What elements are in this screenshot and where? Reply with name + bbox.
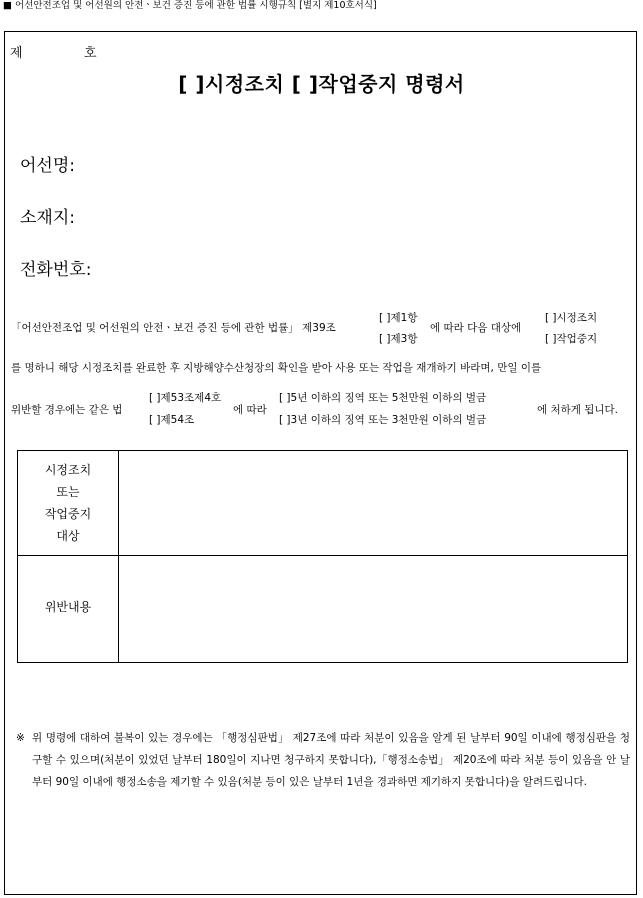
body-line1-b: 에 따라 다음 대상에 xyxy=(430,322,522,334)
page-title: [ ]시정조치 [ ]작업중지 명령서 xyxy=(178,72,465,96)
body-line3-b: 에 따라 xyxy=(233,404,267,416)
body-line1-a: 「어선안전조업 및 어선원의 안전ㆍ보건 증진 등에 관한 법률」 제39조 xyxy=(11,322,336,334)
body-line3-a: 위반할 경우에는 같은 법 xyxy=(11,404,123,416)
violation-label: 위반내용 xyxy=(44,600,92,614)
target-label-line: 작업중지 xyxy=(44,507,92,521)
option-stop[interactable]: [ ]작업중지 xyxy=(545,333,598,345)
option-corrective[interactable]: [ ]시정조치 xyxy=(545,312,598,324)
header-marker: ■ xyxy=(3,0,12,11)
body-line3-c: 에 처하게 됩니다. xyxy=(537,404,619,416)
option-art53[interactable]: [ ]제53조제4호 xyxy=(149,392,222,404)
option-penalty-5y[interactable]: [ ]5년 이하의 징역 또는 5천만원 이하의 벌금 xyxy=(279,392,487,404)
location-label: 소재지: xyxy=(20,208,75,228)
form-header xyxy=(3,0,377,11)
notice-mark: ※ xyxy=(16,732,25,744)
order-table xyxy=(17,450,628,663)
table-divider-vertical xyxy=(118,451,119,662)
appeal-notice xyxy=(16,727,630,793)
target-value-cell[interactable] xyxy=(120,453,625,553)
target-label-line: 시정조치 xyxy=(44,463,92,477)
notice-text: 위 명령에 대하여 불복이 있는 경우에는 「행정심판법」 제27조에 따라 처분이 있음을 알게 된 날부터 90일 이내에 행정심판을 청구할 수 있으며(처분이 있었던 날부터 180일이 지나면 청구하지 못합니다),「행정소송법」 제20조에 따라 처분 등이 있음을 안 날부터 90일 이내에 행정소송을 제기할 수 있음(처분 등이 있은 날부터 1년을 경과하면 제기하지 못합니다)을 알려드립니다. xyxy=(32,732,630,788)
option-art54[interactable]: [ ]제54조 xyxy=(149,414,195,426)
violation-value-cell[interactable] xyxy=(120,558,625,660)
target-label-line: 또는 xyxy=(56,485,80,499)
option-article-1[interactable]: [ ]제1항 xyxy=(379,312,418,324)
option-penalty-3y[interactable]: [ ]3년 이하의 징역 또는 3천만원 이하의 벌금 xyxy=(279,414,487,426)
phone-label: 전화번호: xyxy=(20,260,92,280)
doc-number-prefix: 제 xyxy=(10,46,23,61)
option-article-3[interactable]: [ ]제3항 xyxy=(379,333,418,345)
vessel-name-label: 어선명: xyxy=(20,156,75,176)
body-line2: 를 명하니 해당 시정조치를 완료한 후 지방해양수산청장의 확인을 받아 사용 또는 작업을 재개하기 바라며, 만일 이를 xyxy=(11,362,542,374)
header-text: 어선안전조업 및 어선원의 안전ㆍ보건 증진 등에 관한 법률 시행규칙 [별지 제10호서식] xyxy=(15,0,377,11)
doc-number-suffix: 호 xyxy=(84,46,97,61)
target-label xyxy=(18,459,118,547)
table-divider-horizontal xyxy=(18,555,627,556)
target-label-line: 대상 xyxy=(56,529,80,543)
